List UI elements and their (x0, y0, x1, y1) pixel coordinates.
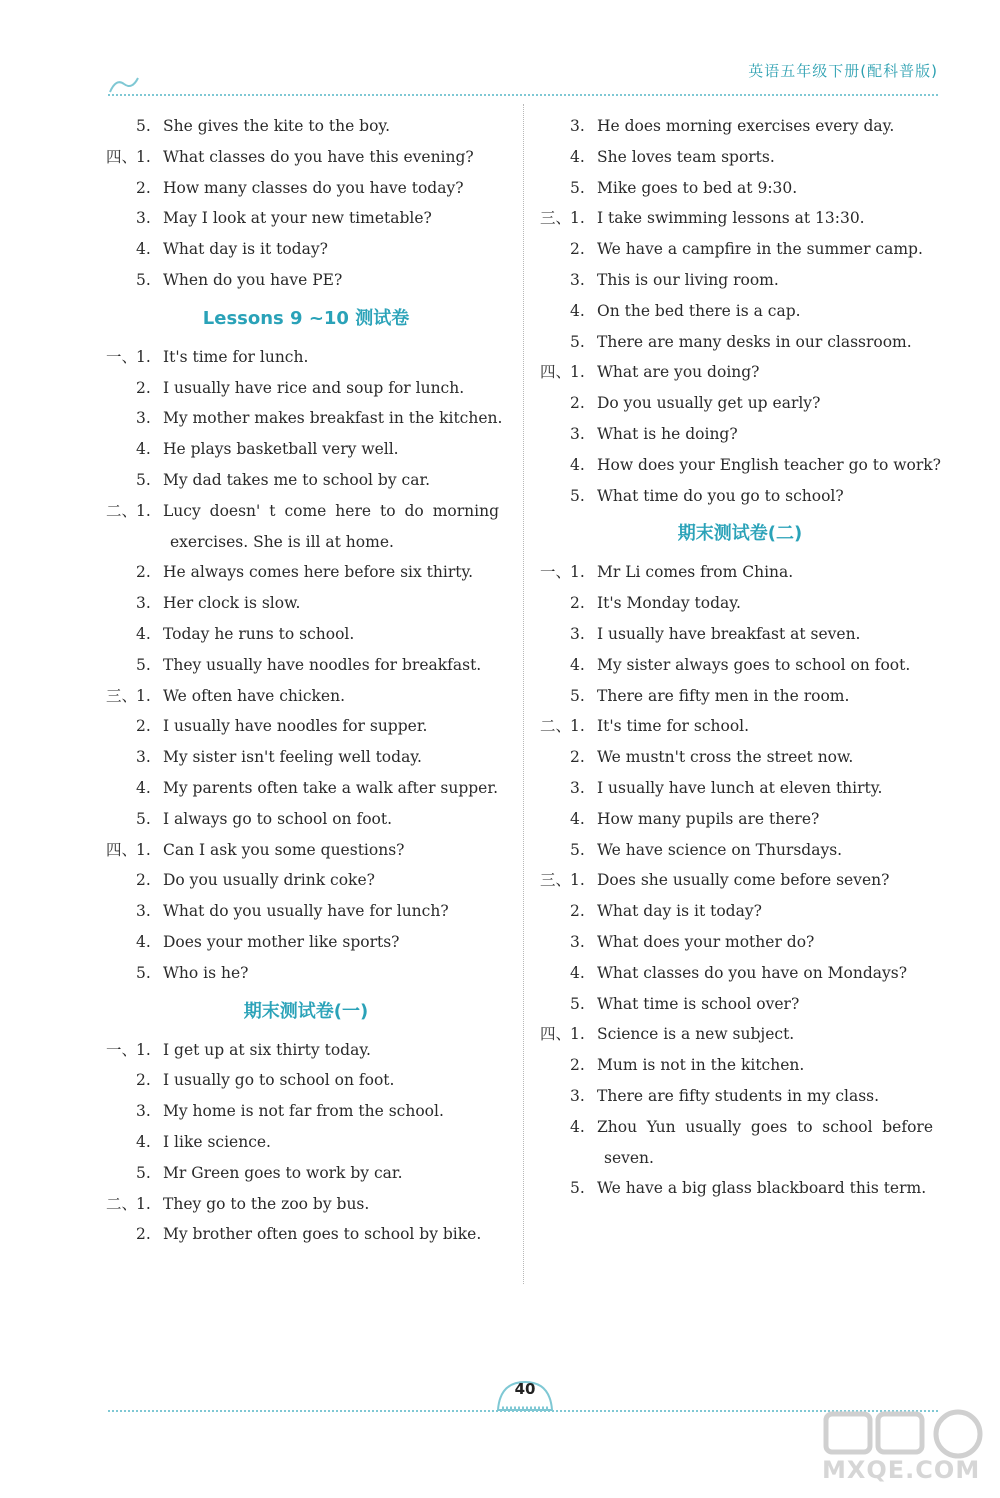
item-number: 1. (136, 1194, 151, 1213)
answer-text: What classes do you have this evening? (163, 147, 474, 166)
answer-text: We have a campfire in the summer camp. (597, 240, 923, 259)
answer-line (540, 1050, 940, 1081)
answer-line (540, 711, 940, 742)
answer-text: Mum is not in the kitchen. (597, 1056, 805, 1075)
answer-line (540, 173, 940, 204)
left-column (106, 111, 506, 1250)
answer-text: Her clock is slow. (163, 594, 301, 613)
answer-text: We often have chicken. (163, 686, 346, 705)
answer-text: Today he runs to school. (163, 624, 355, 643)
item-number: 1. (136, 840, 151, 859)
answer-text: They usually have noodles for breakfast. (163, 655, 482, 674)
answer-text: Do you usually drink coke? (163, 871, 375, 890)
answer-line (540, 357, 940, 388)
answer-line (106, 373, 506, 404)
answer-line (540, 234, 940, 265)
answer-line (540, 681, 940, 712)
item-number: 4. (136, 778, 151, 797)
item-number: 4. (136, 240, 151, 259)
item-number: 4. (570, 301, 585, 320)
answer-line (540, 804, 940, 835)
answer-line (106, 1189, 506, 1220)
item-number: 1. (136, 347, 151, 366)
item-number: 2. (570, 394, 585, 413)
item-number: 2. (136, 563, 151, 582)
answer-line (106, 773, 506, 804)
answer-text: What classes do you have on Mondays? (597, 963, 908, 982)
section-marker: 一、 (106, 1040, 138, 1059)
answer-line (540, 927, 940, 958)
answer-text: May I look at your new timetable? (163, 209, 432, 228)
answer-line (106, 234, 506, 265)
item-number: 3. (570, 424, 585, 443)
item-number: 3. (136, 594, 151, 613)
item-number: 3. (570, 932, 585, 951)
answer-text: Mr Green goes to work by car. (163, 1163, 403, 1182)
answer-line (540, 1173, 940, 1204)
item-number: 5. (570, 994, 585, 1013)
answer-line (106, 142, 506, 173)
answer-line (540, 865, 940, 896)
item-number: 4. (570, 147, 585, 166)
item-number: 5. (136, 470, 151, 489)
section-marker: 二、 (540, 717, 572, 736)
item-number: 4. (136, 624, 151, 643)
item-number: 1. (136, 1040, 151, 1059)
item-number: 4. (570, 1117, 585, 1136)
answer-line (540, 111, 940, 142)
item-number: 4. (136, 932, 151, 951)
answer-text: It's time for lunch. (163, 347, 309, 366)
answer-text: She gives the kite to the boy. (163, 117, 391, 135)
answer-text: My home is not far from the school. (163, 1102, 444, 1121)
item-number: 2. (136, 1071, 151, 1090)
item-number: 5. (570, 1179, 585, 1198)
answer-text: I usually have breakfast at seven. (597, 624, 861, 643)
answer-line (540, 958, 940, 989)
item-number: 5. (136, 117, 151, 135)
answer-text: My parents often take a walk after supper. (163, 778, 498, 797)
answer-line (540, 773, 940, 804)
answer-text: What is he doing? (597, 424, 738, 443)
answer-line (540, 742, 940, 773)
column-divider (523, 104, 524, 1284)
answer-line (540, 450, 940, 481)
section-marker: 三、 (106, 686, 138, 705)
answer-line (106, 927, 506, 958)
answer-line (106, 496, 506, 527)
answer-text: What day is it today? (163, 240, 328, 259)
item-number: 1. (570, 1025, 585, 1044)
answer-line (106, 1127, 506, 1158)
answer-line (106, 681, 506, 712)
answer-text: They go to the zoo by bus. (163, 1194, 370, 1213)
answer-text: How does your English teacher go to work? (597, 455, 941, 474)
answer-text: I like science. (163, 1132, 271, 1151)
answer-line (540, 1019, 940, 1050)
item-number: 5. (570, 840, 585, 859)
answer-text: He plays basketball very well. (163, 440, 399, 459)
answer-text: My dad takes me to school by car. (163, 470, 431, 489)
answer-line (106, 1096, 506, 1127)
answer-text: What time do you go to school? (597, 486, 844, 505)
answer-continuation (106, 527, 506, 558)
page-number: 40 (514, 1380, 536, 1398)
answer-line (540, 650, 940, 681)
answer-text: Does your mother like sports? (163, 932, 400, 951)
answer-line (540, 896, 940, 927)
answer-text: My brother often goes to school by bike. (163, 1225, 482, 1244)
answer-line (106, 896, 506, 927)
answer-line (106, 465, 506, 496)
section-marker: 四、 (106, 147, 138, 166)
section-marker: 四、 (540, 363, 572, 382)
answer-line (106, 1065, 506, 1096)
answer-text: Science is a new subject. (597, 1025, 795, 1044)
answer-line (106, 588, 506, 619)
answer-line (540, 419, 940, 450)
section-marker: 三、 (540, 871, 572, 890)
answer-text: There are many desks in our classroom. (597, 332, 912, 351)
item-number: 4. (570, 963, 585, 982)
item-number: 5. (570, 178, 585, 197)
item-number: 2. (136, 178, 151, 197)
item-number: 1. (136, 686, 151, 705)
answer-line (106, 265, 506, 296)
answer-text: How many classes do you have today? (163, 178, 464, 197)
section-heading: Lessons 9 ~10 测试卷 (202, 307, 410, 329)
answer-line (106, 619, 506, 650)
answer-text: Can I ask you some questions? (163, 840, 405, 859)
answer-text: What are you doing? (597, 363, 760, 382)
item-number: 2. (570, 240, 585, 259)
answer-text: I always go to school on foot. (163, 809, 393, 828)
item-number: 5. (570, 686, 585, 705)
answer-line (540, 481, 940, 512)
section-marker: 一、 (106, 347, 138, 366)
answer-line (106, 650, 506, 681)
section-heading: 期末测试卷(二) (677, 523, 803, 545)
item-number: 1. (570, 209, 585, 228)
answer-text: This is our living room. (597, 270, 779, 289)
answer-text: We have science on Thursdays. (597, 840, 843, 859)
answer-line (540, 989, 940, 1020)
answer-line (540, 835, 940, 866)
answer-text: There are fifty students in my class. (597, 1086, 880, 1105)
section-marker: 二、 (106, 501, 138, 520)
right-column (540, 111, 940, 1204)
answer-line (106, 1035, 506, 1066)
section-marker: 四、 (106, 840, 138, 859)
item-number: 4. (570, 655, 585, 674)
answer-continuation (540, 1143, 940, 1174)
answer-text: My sister always goes to school on foot. (597, 655, 911, 674)
answer-line (106, 111, 506, 142)
answer-text: We have a big glass blackboard this term. (597, 1179, 927, 1198)
item-number: 3. (570, 1086, 585, 1105)
answer-line (540, 203, 940, 234)
answer-text: It's Monday today. (597, 594, 741, 613)
item-number: 3. (570, 624, 585, 643)
header-rule (108, 94, 938, 96)
section-heading: 期末测试卷(一) (243, 1000, 369, 1022)
item-number: 2. (136, 717, 151, 736)
answer-line (540, 388, 940, 419)
section-marker: 二、 (106, 1194, 138, 1213)
header-title: 英语五年级下册(配科普版) (748, 62, 938, 80)
item-number: 5. (136, 963, 151, 982)
item-number: 3. (136, 1102, 151, 1121)
answer-line (106, 1219, 506, 1250)
answer-line (106, 1158, 506, 1189)
item-number: 1. (136, 501, 151, 520)
answer-text: My sister isn't feeling well today. (163, 748, 422, 767)
answer-line (106, 742, 506, 773)
answer-text: I usually have noodles for supper. (163, 717, 428, 736)
answer-text: On the bed there is a cap. (597, 301, 801, 320)
item-number: 2. (136, 1225, 151, 1244)
answer-text: It's time for school. (597, 717, 750, 736)
answer-text: When do you have PE? (163, 270, 343, 289)
answer-text: There are fifty men in the room. (597, 686, 850, 705)
item-number: 3. (570, 778, 585, 797)
answer-line (106, 403, 506, 434)
answer-line (106, 173, 506, 204)
item-number: 2. (570, 594, 585, 613)
answer-line (106, 557, 506, 588)
answer-line (540, 142, 940, 173)
item-number: 2. (570, 1056, 585, 1075)
item-number: 2. (570, 748, 585, 767)
answer-text: My mother makes breakfast in the kitchen. (163, 409, 503, 428)
answer-text: We mustn't cross the street now. (597, 748, 854, 767)
answer-line (540, 1112, 940, 1143)
answer-text: I usually go to school on foot. (163, 1071, 395, 1090)
answer-text: Do you usually get up early? (597, 394, 821, 413)
item-number: 1. (570, 563, 585, 582)
answer-line (540, 327, 940, 358)
item-number: 4. (570, 809, 585, 828)
answer-line (540, 265, 940, 296)
item-number: 3. (570, 117, 585, 135)
answer-line (106, 804, 506, 835)
item-number: 3. (136, 902, 151, 921)
answer-text: How many pupils are there? (597, 809, 820, 828)
item-number: 2. (136, 378, 151, 397)
answer-text: He does morning exercises every day. (597, 117, 895, 135)
answer-text: Does she usually come before seven? (597, 871, 890, 890)
answer-line (106, 342, 506, 373)
answer-line (540, 1081, 940, 1112)
answer-text: I take swimming lessons at 13:30. (597, 209, 865, 228)
answer-text: Lucy doesn' t come here to do morning (163, 501, 499, 520)
section-marker: 三、 (540, 209, 572, 228)
answer-text: What do you usually have for lunch? (163, 902, 449, 921)
answer-text: He always comes here before six thirty. (163, 563, 474, 582)
answer-line (106, 434, 506, 465)
answer-text: I get up at six thirty today. (163, 1040, 371, 1059)
item-number: 5. (570, 332, 585, 351)
item-number: 3. (570, 270, 585, 289)
answer-line (106, 203, 506, 234)
item-number: 3. (136, 748, 151, 767)
item-number: 5. (136, 270, 151, 289)
answer-text: exercises. She is ill at home. (170, 532, 394, 551)
item-number: 5. (570, 486, 585, 505)
answer-text: What day is it today? (597, 902, 762, 921)
section-marker: 四、 (540, 1025, 572, 1044)
answer-text: I usually have lunch at eleven thirty. (597, 778, 883, 797)
answer-line (106, 835, 506, 866)
answer-text: She loves team sports. (597, 147, 775, 166)
answer-text: Who is he? (163, 963, 249, 982)
answer-line (106, 865, 506, 896)
item-number: 2. (136, 871, 151, 890)
answer-line (540, 296, 940, 327)
watermark-text: MXQE.COM (822, 1456, 981, 1484)
item-number: 1. (570, 871, 585, 890)
answer-text: Mike goes to bed at 9:30. (597, 178, 798, 197)
item-number: 4. (570, 455, 585, 474)
answer-text: I usually have rice and soup for lunch. (163, 378, 465, 397)
item-number: 5. (136, 1163, 151, 1182)
item-number: 3. (136, 209, 151, 228)
item-number: 2. (570, 902, 585, 921)
item-number: 5. (136, 655, 151, 674)
answer-text: Mr Li comes from China. (597, 563, 794, 582)
answer-line (106, 958, 506, 989)
answer-text: Zhou Yun usually goes to school before (597, 1117, 933, 1136)
answer-text: seven. (604, 1148, 654, 1167)
answer-line (540, 588, 940, 619)
item-number: 5. (136, 809, 151, 828)
item-number: 4. (136, 1132, 151, 1151)
item-number: 1. (570, 717, 585, 736)
item-number: 4. (136, 440, 151, 459)
item-number: 3. (136, 409, 151, 428)
answer-text: What time is school over? (597, 994, 800, 1013)
corner-swirl-icon (108, 74, 142, 94)
answer-line (540, 619, 940, 650)
item-number: 1. (136, 147, 151, 166)
item-number: 1. (570, 363, 585, 382)
answer-line (540, 557, 940, 588)
answer-line (106, 711, 506, 742)
answer-text: What does your mother do? (597, 932, 815, 951)
section-marker: 一、 (540, 563, 572, 582)
